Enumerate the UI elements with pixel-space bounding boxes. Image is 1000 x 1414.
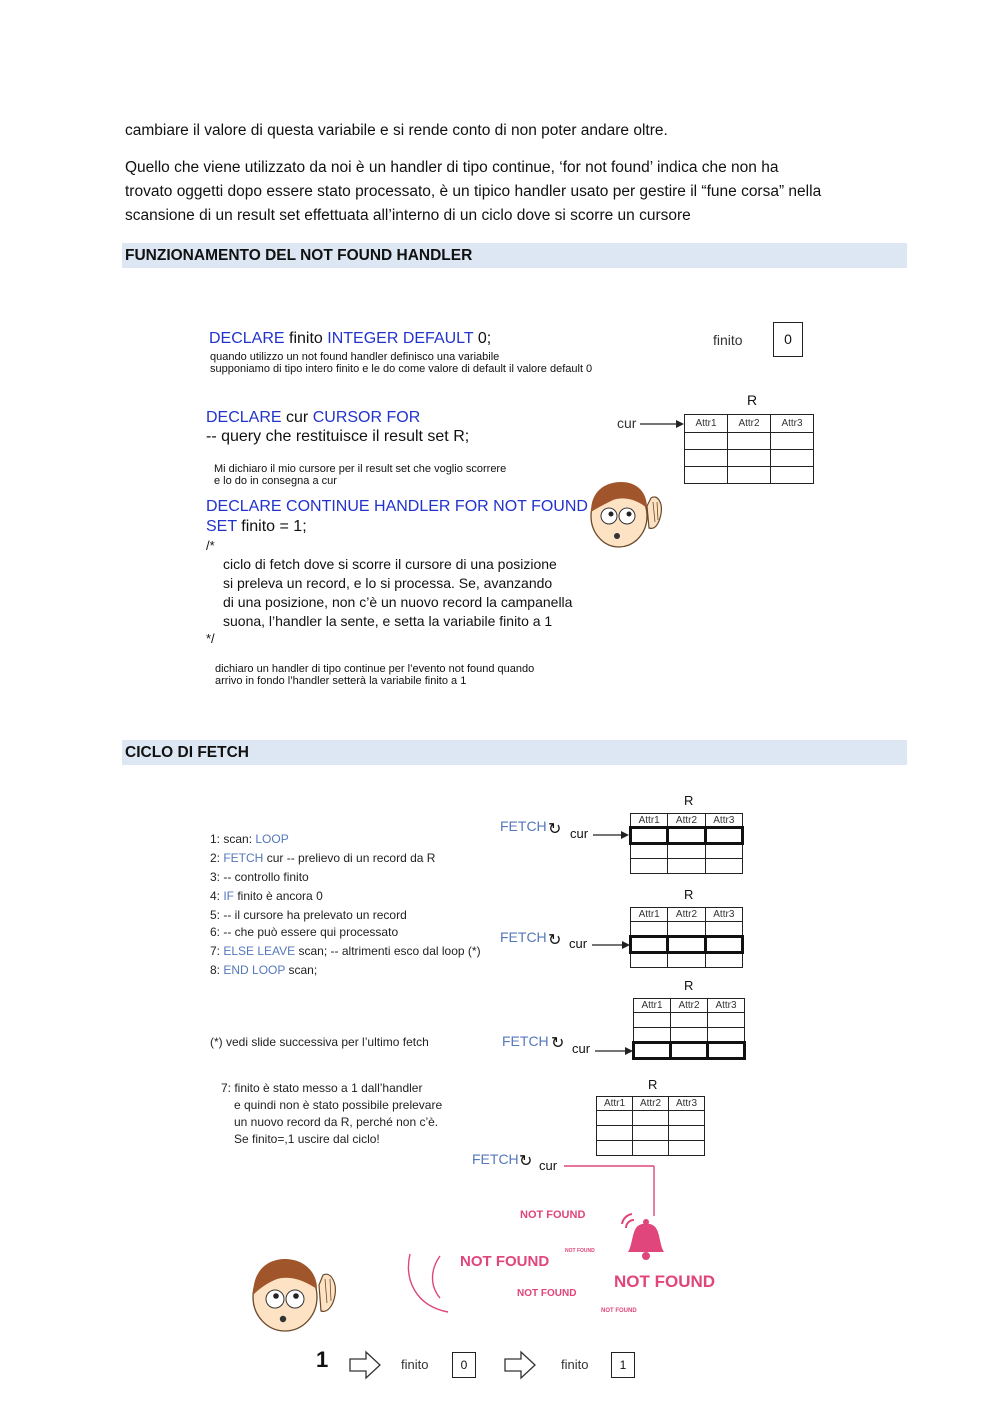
fetch-label: FETCH	[500, 929, 547, 945]
cur-label: cur	[572, 1041, 591, 1056]
listening-face-icon	[585, 478, 675, 550]
column-header: Attr2	[728, 415, 771, 433]
column-header: Attr3	[771, 415, 814, 433]
fetch-arrow-icon: ↻	[519, 1153, 533, 1170]
cur-arrow-icon	[595, 1045, 633, 1057]
fetch-arrow-icon: ↻	[548, 932, 562, 949]
step7-line: Se finito=,1 uscire dal ciclo!	[234, 1132, 380, 1146]
not-found-text: NOT FOUND	[565, 1248, 595, 1254]
code-line: 2: FETCH cur -- prelievo di un record da R	[210, 851, 436, 865]
section-heading-fetch-loop: CICLO DI FETCH	[122, 740, 907, 765]
not-found-text: NOT FOUND	[614, 1272, 716, 1291]
result-set-name: R	[684, 978, 694, 993]
right-arrow-icon	[348, 1350, 382, 1380]
comment-open: /*	[206, 538, 215, 553]
footnote: (*) vedi slide successiva per l’ultimo fetch	[210, 1035, 429, 1049]
step7-line: un nuovo record da R, perché non c’è.	[234, 1115, 439, 1129]
declare-finito-line: DECLARE finito INTEGER DEFAULT 0;	[209, 330, 492, 347]
code-line: 5: -- il cursore ha prelevato un record	[210, 908, 407, 922]
declare-cursor-line: DECLARE cur CURSOR FOR	[206, 409, 421, 426]
result-set-table: Attr1 Attr2 Attr3	[629, 907, 744, 968]
comment-line: suona, l’handler la sente, e setta la variabile finito a 1	[223, 613, 553, 629]
note-cursor-2: e lo do in consegna a cur	[214, 475, 337, 487]
note-finito-2: supponiamo di tipo intero finito e le do come valore di default il valore default 0	[210, 363, 593, 375]
paragraph-2-line-1: Quello che viene utilizzato da noi è un handler di tipo continue, ‘for not found’ indica che non ha	[125, 159, 779, 176]
step7-line: e quindi non è stato possibile prelevare	[234, 1098, 443, 1112]
not-found-text: NOT FOUND	[601, 1308, 637, 1314]
cur-arrow-icon	[640, 418, 684, 430]
finito-label: finito	[561, 1357, 589, 1372]
fetch-label: FETCH	[500, 818, 547, 834]
listening-face-icon	[245, 1255, 355, 1335]
code-line: 8: END LOOP scan;	[210, 963, 318, 977]
finito-label: finito	[713, 332, 743, 348]
cur-label: cur	[569, 936, 588, 951]
finito-value-box: 0	[452, 1352, 476, 1378]
section-heading-not-found-handler: FUNZIONAMENTO DEL NOT FOUND HANDLER	[122, 243, 907, 268]
paragraph-2-line-3: scansione di un result set effettuata all’interno di un ciclo dove si scorre un cursore	[125, 207, 691, 224]
paragraph-2-line-2: trovato oggetti dopo essere stato processato, è un tipico handler usato per gestire il “fune corsa” nella	[125, 183, 822, 200]
note-handler-2: arrivo in fondo l’handler setterà la variabile finito a 1	[215, 675, 467, 687]
result-set-table	[684, 414, 814, 484]
comment-line: ciclo di fetch dove si scorre il cursore di una posizione	[223, 556, 557, 572]
not-found-text: NOT FOUND	[517, 1288, 577, 1299]
comment-line: si preleva un record, e lo si processa. Se, avanzando	[223, 575, 553, 591]
not-found-text: NOT FOUND	[520, 1209, 586, 1221]
fetch-arrow-icon: ↻	[551, 1035, 565, 1052]
result-set-table: Attr1 Attr2 Attr3	[596, 1096, 705, 1156]
fetch-arrow-icon: ↻	[548, 821, 562, 838]
comment-close: */	[206, 631, 215, 646]
code-line: 1: scan: LOOP	[210, 832, 289, 846]
finito-value-box: 0	[773, 322, 803, 357]
right-arrow-icon	[503, 1350, 537, 1380]
code-line: 7: ELSE LEAVE scan; -- altrimenti esco dal loop (*)	[210, 944, 481, 958]
fetch-label: FETCH	[472, 1151, 519, 1167]
cur-label: cur	[539, 1158, 558, 1173]
note-handler-1: dichiaro un handler di tipo continue per l’evento not found quando	[215, 663, 535, 675]
fetch-label: FETCH	[502, 1033, 549, 1049]
handler-declaration: DECLARE CONTINUE HANDLER FOR NOT FOUND	[206, 498, 588, 515]
paragraph-1: cambiare il valore di questa variabile e si rende conto di non poter andare oltre.	[125, 122, 668, 139]
code-line: 3: -- controllo finito	[210, 870, 309, 884]
step-number: 1	[316, 1347, 329, 1372]
cur-label: cur	[617, 415, 637, 431]
cur-label: cur	[570, 826, 589, 841]
result-set-name: R	[684, 793, 694, 808]
note-finito-1: quando utilizzo un not found handler definisco una variabile	[210, 351, 500, 363]
cur-arrow-icon	[593, 829, 629, 841]
query-line: -- query che restituisce il result set R;	[206, 428, 470, 445]
finito-value-box: 1	[611, 1352, 635, 1378]
handler-set-line: SET finito = 1;	[206, 518, 307, 535]
result-set-table: Attr1 Attr2 Attr3	[632, 998, 746, 1060]
code-line: 6: -- che può essere qui processato	[210, 925, 399, 939]
finito-label: finito	[401, 1357, 429, 1372]
code-line: 4: IF finito è ancora 0	[210, 889, 323, 903]
result-set-name: R	[648, 1077, 658, 1092]
result-set-name: R	[747, 392, 758, 408]
not-found-text: NOT FOUND	[460, 1253, 550, 1270]
column-header: Attr1	[685, 415, 728, 433]
result-set-name: R	[684, 887, 694, 902]
comment-line: di una posizione, non c’è un nuovo record la campanella	[223, 594, 573, 610]
result-set-table: Attr1 Attr2 Attr3	[629, 813, 744, 874]
bell-icon	[614, 1208, 670, 1264]
sound-waves-icon	[400, 1250, 460, 1320]
cur-arrow-icon	[592, 939, 630, 951]
step7-line: 7: finito è stato messo a 1 dall’handler	[221, 1081, 423, 1095]
note-cursor-1: Mi dichiaro il mio cursore per il result set che voglio scorrere	[214, 463, 507, 475]
